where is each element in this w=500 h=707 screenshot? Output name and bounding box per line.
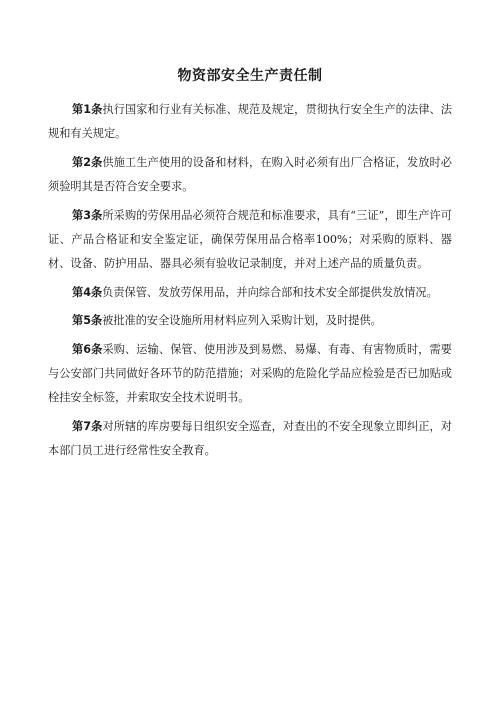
article-text: 执行国家和行业有关标准、规范及规定，贯彻执行安全生产的法律、法规和有关规定。	[48, 103, 452, 141]
article-number: 第2条	[72, 155, 103, 169]
article-number: 第7条	[72, 419, 103, 433]
article-number: 第3条	[72, 208, 103, 222]
article-number: 第4条	[72, 285, 103, 299]
article-text: 被批准的安全设施所用材料应列入采购计划，及时提供。	[102, 314, 382, 328]
article-text: 所采购的劳保用品必须符合规范和标准要求，具有“三证”，即生产许可证、产品合格证和安全鉴定证，确保劳保用品合格率100%；对采购的原料、器材、设备、防护用品、器具必须有验收记录制度，并对上述产品的质量负责。	[48, 208, 452, 271]
article-number: 第6条	[72, 342, 103, 356]
article-3	[48, 204, 452, 277]
article-7	[48, 415, 452, 464]
article-5	[48, 309, 452, 333]
article-text: 供施工生产使用的设备和材料，在购入时必须有出厂合格证，发放时必须验明其是否符合安全要求。	[48, 155, 452, 194]
article-6	[48, 338, 452, 411]
article-text: 负责保管、发放劳保用品，并向综合部和技术安全部提供发放情况。	[102, 285, 438, 299]
article-number: 第5条	[72, 314, 103, 328]
article-text: 对所辖的库房要每日组织安全巡查，对查出的不安全现象立即纠正，对本部门员工进行经常性安全教育。	[48, 419, 452, 458]
article-list	[48, 98, 452, 464]
article-4	[48, 281, 452, 305]
article-2	[48, 151, 452, 200]
article-1	[48, 98, 452, 147]
article-number: 第1条	[72, 103, 103, 116]
page-title: 物资部安全生产责任制	[177, 68, 323, 84]
article-text: 采购、运输、保管、使用涉及到易燃、易爆、有毒、有害物质时，需要与公安部门共同做好各环节的防范措施；对采购的危险化学品应检验是否已加贴或栓挂安全标签，并索取安全技术说明书。	[48, 342, 452, 405]
